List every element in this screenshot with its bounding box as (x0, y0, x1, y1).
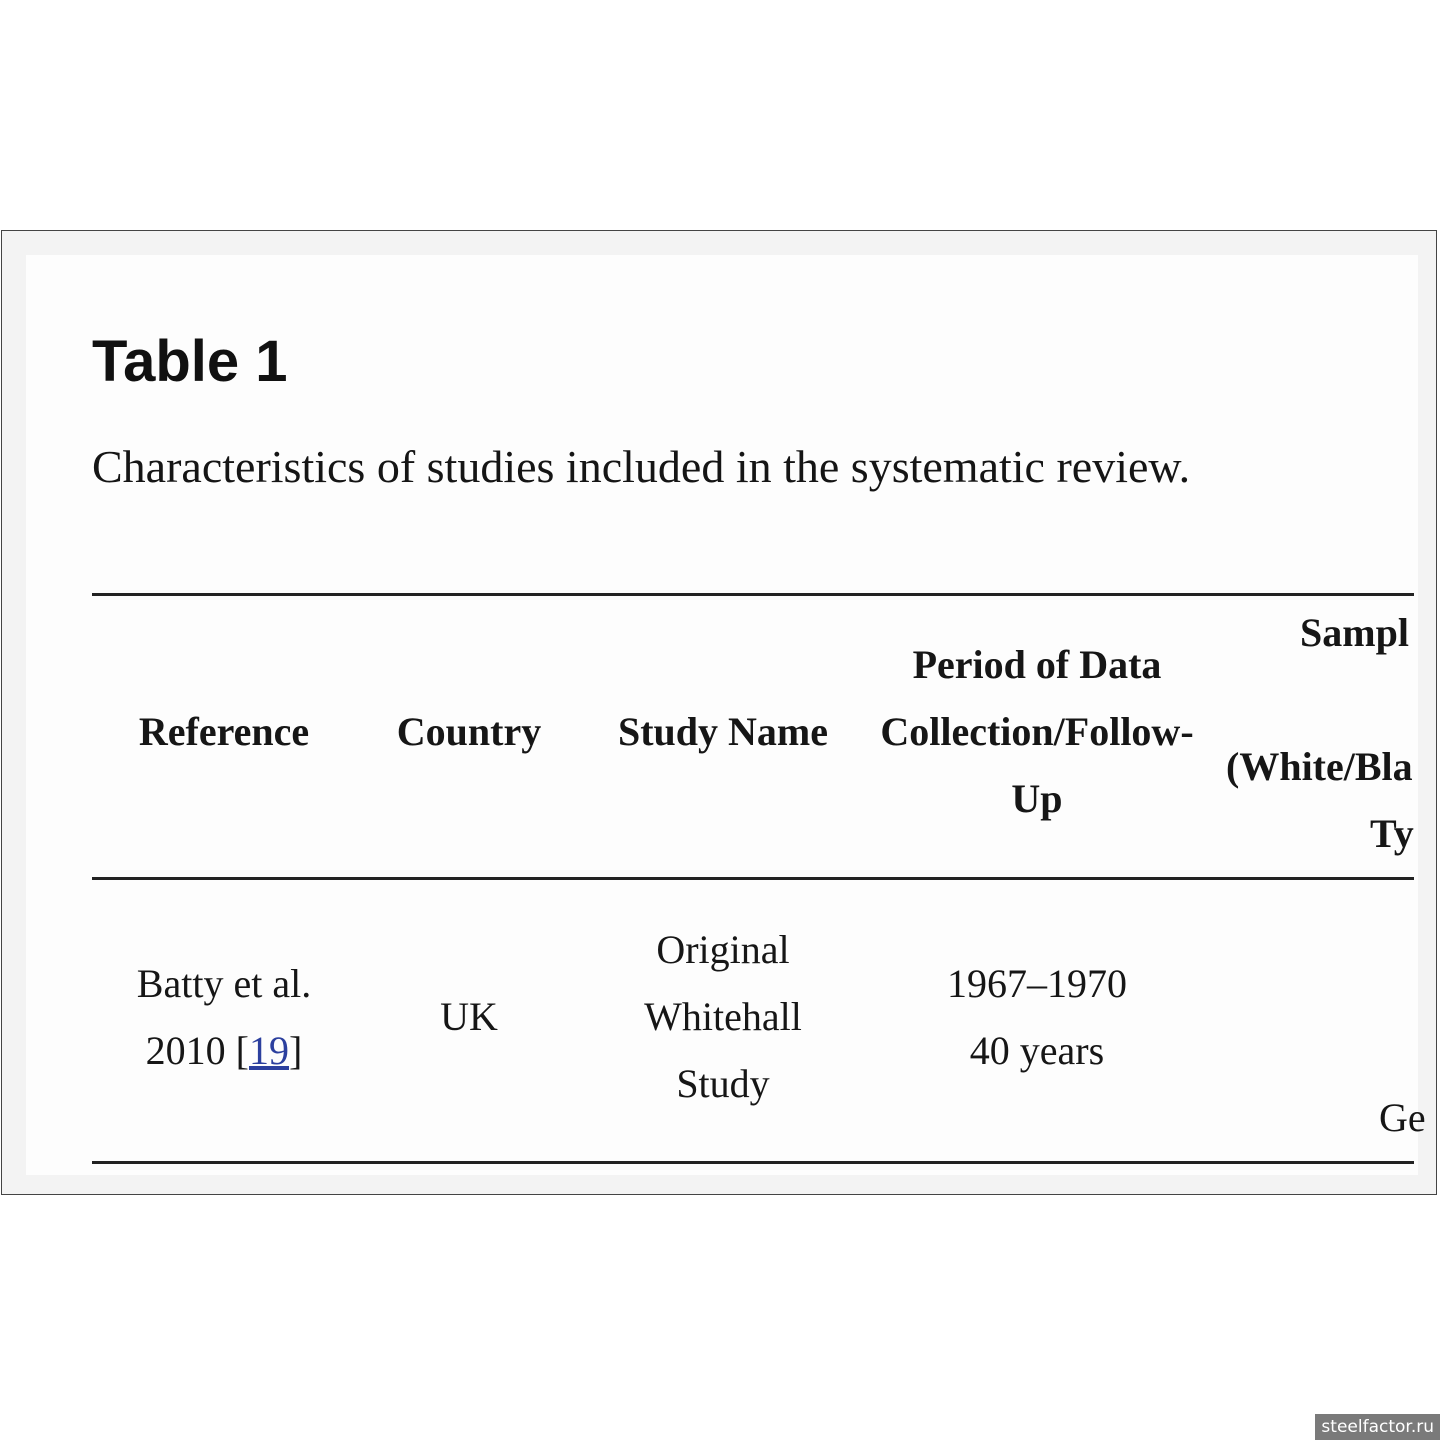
header-sample-line-3: Ty (1370, 811, 1414, 856)
header-study-name: Study Name (617, 709, 829, 754)
row-1-reference-year: 2010 [ (145, 1028, 249, 1073)
row-1-period-line-2: 40 years (969, 1028, 1105, 1073)
table-top-rule (92, 593, 1414, 596)
row-1-reference-line-1: Batty et al. (136, 961, 312, 1006)
row-1-country: UK (440, 994, 498, 1039)
header-country: Country (396, 709, 542, 754)
header-period-line-1: Period of Data (912, 642, 1162, 687)
data-table (92, 593, 1426, 1193)
table-figure-frame (1, 230, 1437, 1195)
table-header-rule (92, 877, 1414, 880)
citation-link[interactable]: 19 (249, 1028, 289, 1073)
row-1-study-name-line-1: Original (656, 927, 790, 972)
header-sample-line-2: (White/Bla (1226, 744, 1413, 789)
table-bottom-rule (92, 1161, 1414, 1164)
row-1-reference-line-2 (92, 1017, 356, 1084)
row-1-sample-fragment: Ge (1379, 1095, 1426, 1140)
header-reference: Reference (138, 709, 310, 754)
table-title: Table 1 (92, 329, 288, 394)
header-sample-line-1: Sampl (1300, 610, 1409, 655)
watermark-label: steelfactor.ru (1315, 1414, 1440, 1440)
table-caption: Characteristics of studies included in the systematic review. (92, 441, 1191, 492)
row-1-period-line-1: 1967–1970 (947, 961, 1127, 1006)
row-1-study-name-line-2: Whitehall (644, 994, 802, 1039)
row-1-study-name-line-3: Study (676, 1061, 770, 1106)
row-1-reference-close: ] (289, 1028, 303, 1073)
header-period-line-2: Collection/Follow- (880, 709, 1194, 754)
header-period-line-3: Up (1011, 776, 1063, 821)
